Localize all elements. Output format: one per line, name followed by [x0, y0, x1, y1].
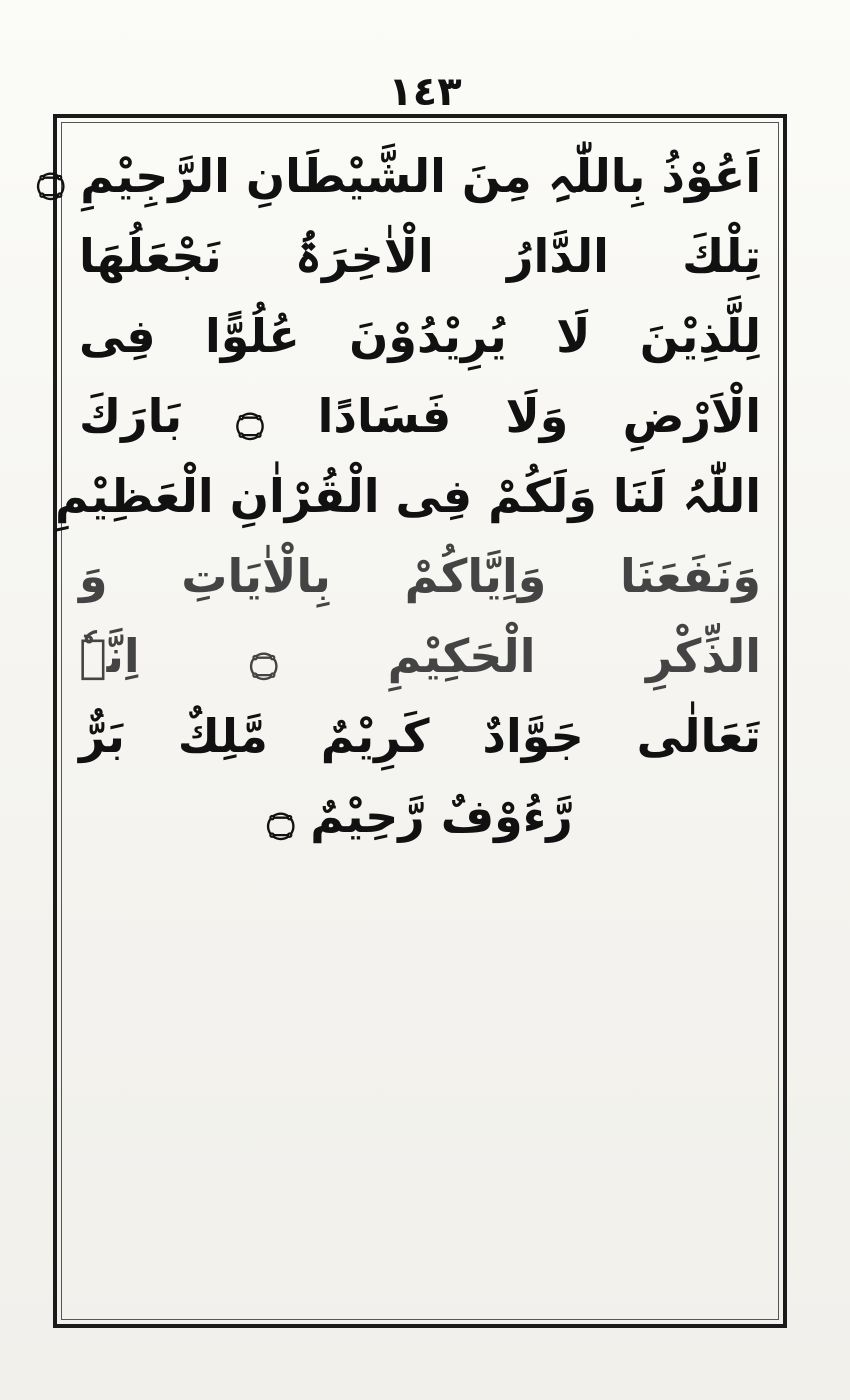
text-line-5: اللّٰہُ لَنَا وَلَكُمْ فِی الْقُرْاٰنِ الْعَظِیْمِ [55, 469, 761, 523]
text-line-4: الْاَرْضِ وَلَا فَسَادًا ۝ بَارَكَ [79, 389, 761, 443]
text-line-1: اَعُوْذُ بِاللّٰہِ مِنَ الشَّیْطَانِ الرَّجِیْمِ ۝ [37, 149, 761, 203]
text-line-8: تَعَالٰی جَوَّادٌ كَرِیْمٌ مَّلِكٌ بَرٌّ [79, 709, 761, 763]
text-line-2: تِلْكَ الدَّارُ الْاٰخِرَۃُ نَجْعَلُھَا [79, 229, 761, 283]
page-number: ١٤٣ [388, 69, 462, 115]
arabic-text-block [37, 136, 761, 856]
text-line-9: رَّءُوْفٌ رَّحِیْمٌ ۝ [267, 789, 573, 843]
text-line-6: وَنَفَعَنَا وَاِیَّاكُمْ بِالْاٰیَاتِ وَ [79, 549, 761, 603]
text-frame [37, 114, 787, 1328]
text-line-3: لِلَّذِیْنَ لَا یُرِیْدُوْنَ عُلُوًّا فِی [79, 309, 761, 363]
text-line-7: الذِّكْرِ الْحَكِیْمِ ۝ اِنَّہٗ [79, 629, 761, 683]
